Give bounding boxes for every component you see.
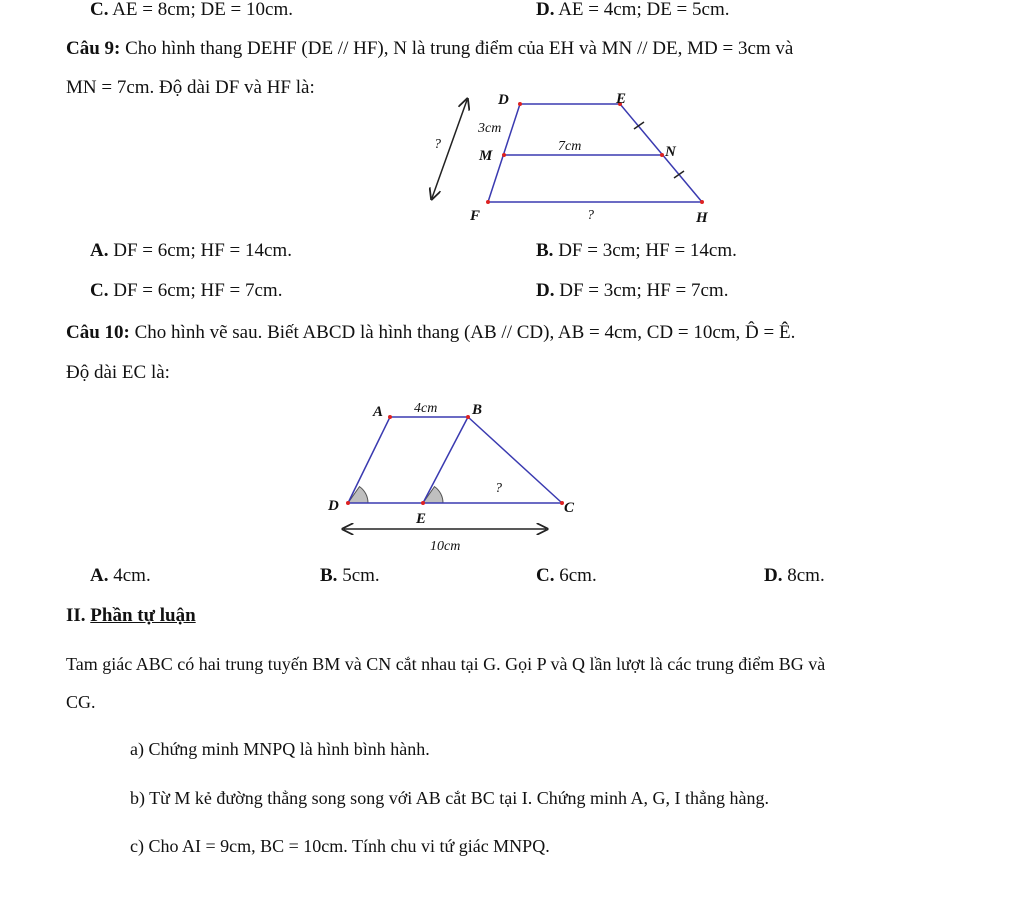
option-text: 5cm. (342, 565, 380, 586)
q9-text-line1 (66, 37, 793, 61)
option-text: AE = 4cm; DE = 5cm. (558, 0, 730, 20)
edge-eh (620, 104, 702, 202)
problem-text-line1: Tam giác ABC có hai trung tuyến BM và CN cắt nhau tại G. Gọi P và Q lần lượt là các trung điểm BG và (66, 654, 826, 674)
q10-text-line2: Độ dài EC là: (66, 362, 170, 383)
label-f: F (470, 208, 481, 224)
q10-trapezoid-figure (310, 392, 600, 562)
label-e: E (416, 511, 427, 527)
q10-text-line1 (66, 321, 795, 345)
q10-option-b[interactable] (320, 564, 380, 588)
option-letter: C. (90, 0, 109, 20)
point-f (486, 200, 490, 204)
point-e (421, 501, 425, 505)
point-d (518, 102, 522, 106)
option-letter: D. (536, 0, 555, 20)
edge-be (423, 417, 468, 503)
point-d (346, 501, 350, 505)
section-roman: II. (66, 605, 86, 626)
angle-e-mark (423, 487, 443, 503)
label-a: A (373, 404, 384, 420)
label-md: 3cm (478, 121, 502, 136)
q9-option-b[interactable] (536, 239, 737, 263)
label-side-unknown: ? (434, 137, 441, 152)
top-option-d (536, 0, 729, 22)
label-e: E (616, 91, 627, 107)
option-text: DF = 6cm; HF = 7cm. (113, 280, 283, 301)
point-h (700, 200, 704, 204)
option-text: DF = 3cm; HF = 14cm. (558, 240, 737, 261)
option-letter: A. (90, 240, 109, 261)
label-bottom-unknown: ? (587, 208, 594, 223)
label-m: M (479, 148, 493, 164)
option-letter: D. (536, 280, 555, 301)
label-h: H (696, 210, 708, 226)
option-letter: B. (536, 240, 554, 261)
q10-option-c[interactable] (536, 564, 597, 588)
label-cd: 10cm (430, 539, 461, 554)
option-letter: A. (90, 565, 109, 586)
label-n: N (665, 144, 676, 160)
q10-option-d[interactable] (764, 564, 825, 588)
angle-d-mark (348, 487, 368, 503)
top-option-c (90, 0, 293, 22)
q9-option-c[interactable] (90, 279, 282, 303)
label-b: B (472, 402, 483, 418)
q9-option-a[interactable] (90, 239, 292, 263)
q9-stem-1: Cho hình thang DEHF (DE // HF), N là trung điểm của EH và MN // DE, MD = 3cm và (125, 38, 794, 59)
tick-mark (674, 171, 684, 178)
label-ec-unknown: ? (495, 481, 502, 496)
q10-option-a[interactable] (90, 564, 151, 588)
label-d: D (328, 498, 339, 514)
q10-stem-1: Cho hình vẽ sau. Biết ABCD là hình thang (AB // CD), AB = 4cm, CD = 10cm, D̂ = Ê. (134, 322, 796, 343)
option-text: AE = 8cm; DE = 10cm. (112, 0, 293, 20)
option-text: 6cm. (559, 565, 597, 586)
label-c: C (564, 500, 575, 516)
problem-item-b: b) Từ M kẻ đường thẳng song song với AB cắt BC tại I. Chứng minh A, G, I thẳng hàng. (130, 788, 769, 808)
option-text: 8cm. (787, 565, 825, 586)
section-heading (66, 604, 196, 628)
point-b (466, 415, 470, 419)
problem-text-line2: CG. (66, 692, 96, 712)
point-m (502, 153, 506, 157)
edge-bc (468, 417, 562, 503)
option-letter: B. (320, 565, 338, 586)
q10-label: Câu 10: (66, 322, 130, 343)
option-text: 4cm. (113, 565, 151, 586)
point-n (660, 153, 664, 157)
point-a (388, 415, 392, 419)
option-letter: C. (536, 565, 555, 586)
section-title: Phần tự luận (90, 605, 196, 626)
label-d: D (498, 92, 509, 108)
label-mn: 7cm (558, 139, 582, 154)
problem-item-c: c) Cho AI = 9cm, BC = 10cm. Tính chu vi tứ giác MNPQ. (130, 836, 550, 856)
q9-text-line2: MN = 7cm. Độ dài DF và HF là: (66, 77, 315, 98)
option-text: DF = 3cm; HF = 7cm. (559, 280, 729, 301)
q9-label: Câu 9: (66, 38, 121, 59)
option-text: DF = 6cm; HF = 14cm. (113, 240, 292, 261)
label-ab: 4cm (414, 401, 438, 416)
option-letter: D. (764, 565, 783, 586)
problem-item-a: a) Chứng minh MNPQ là hình bình hành. (130, 739, 430, 759)
q9-trapezoid-figure (410, 82, 740, 232)
edge-ad (348, 417, 390, 503)
q9-option-d[interactable] (536, 279, 728, 303)
option-letter: C. (90, 280, 109, 301)
